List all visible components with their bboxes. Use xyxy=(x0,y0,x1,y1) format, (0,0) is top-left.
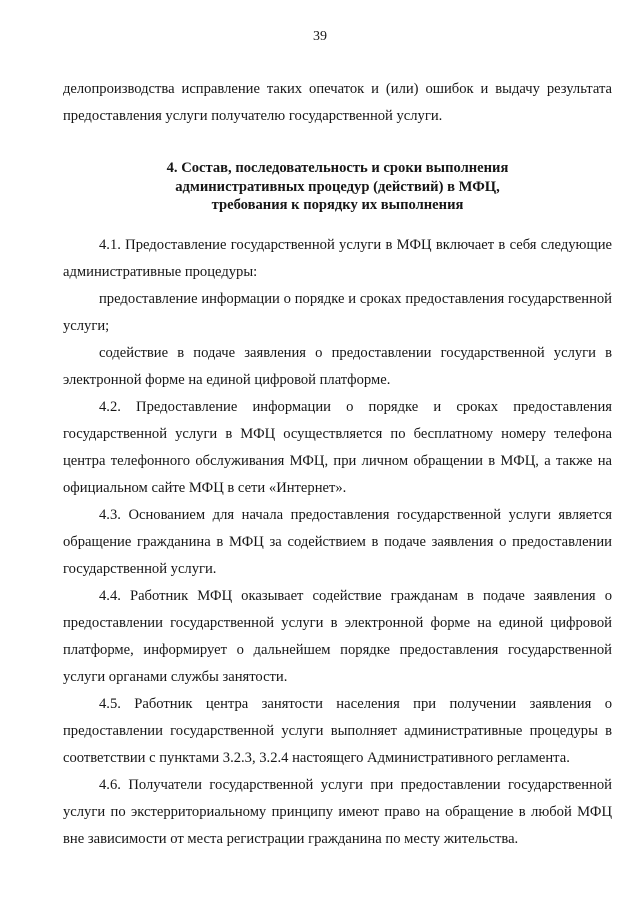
document-body xyxy=(63,76,612,853)
intro-paragraph: делопроизводства исправление таких опечаток и (или) ошибок и выдачу результата предоставления услуги получателю государственной услуги. xyxy=(63,81,612,124)
section-heading xyxy=(63,159,612,215)
paragraph-4-4: 4.4. Работник МФЦ оказывает содействие гражданам в подаче заявления о предоставлении государственной услуги в электронной форме на единой цифровой платформе, информирует о дальнейшем порядке предоставления государственной услуги органами службы занятости. xyxy=(63,587,612,685)
page-number: 39 xyxy=(313,29,327,44)
paragraph-4-5: 4.5. Работник центра занятости населения при получении заявления о предоставлении государственной услуги выполняет административные процедуры в соответствии с пунктами 3.2.3, 3.2.4 настоящего Административного регламента. xyxy=(63,695,612,766)
paragraph-4-3: 4.3. Основанием для начала предоставления государственной услуги является обращение гражданина в МФЦ за содействием в подаче заявления о предоставлении государственной услуги. xyxy=(63,506,612,577)
section-heading-line-1: 4. Состав, последовательность и сроки выполнения xyxy=(166,160,509,176)
list-item-information: предоставление информации о порядке и сроках предоставления государственной услуги; xyxy=(63,290,612,334)
list-item-assistance: содействие в подаче заявления о предоставлении государственной услуги в электронной форме на единой цифровой платформе. xyxy=(63,344,612,388)
paragraph-4-1: 4.1. Предоставление государственной услуги в МФЦ включает в себя следующие административные процедуры: xyxy=(63,236,612,280)
paragraph-4-2: 4.2. Предоставление информации о порядке и сроках предоставления государственной услуги в МФЦ осуществляется по бесплатному номеру телефона центра телефонного обслуживания МФЦ, при личном обращении в МФЦ, а также на официальном сайте МФЦ в сети «Интернет». xyxy=(63,398,612,496)
section-heading-line-2: административных процедур (действий) в МФЦ, xyxy=(175,178,500,195)
section-heading-line-3: требования к порядку их выполнения xyxy=(211,197,464,213)
paragraph-4-6: 4.6. Получатели государственной услуги при предоставлении государственной услуги по экстерриториальному принципу имеют право на обращение в любой МФЦ вне зависимости от места регистрации гражданина по месту жительства. xyxy=(63,776,612,847)
